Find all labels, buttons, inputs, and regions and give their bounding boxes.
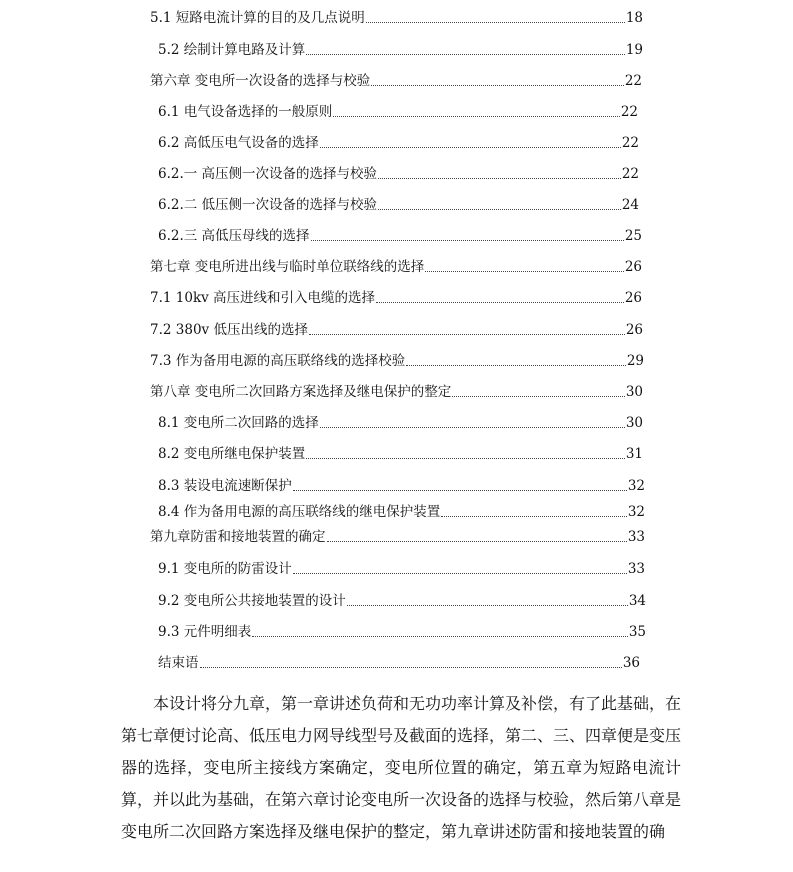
toc-entry	[150, 525, 645, 549]
toc-entry-label: 8.4 作为备用电源的高压联络线的继电保护装置	[158, 504, 441, 520]
toc-entry	[150, 69, 642, 93]
toc-entry-label: 7.3 作为备用电源的高压联络线的选择校验	[150, 353, 406, 369]
toc-entry-label: 第九章防雷和接地装置的确定	[150, 529, 326, 545]
toc-entry-label: 5.1 短路电流计算的目的及几点说明	[150, 10, 365, 26]
toc-entry-label: 7.2 380v 低压出线的选择	[150, 322, 308, 338]
toc-dot-leader	[320, 146, 621, 148]
toc-entry-label: 6.1 电气设备选择的一般原则	[158, 104, 333, 120]
toc-entry-page: 22	[621, 135, 639, 151]
toc-entry-page: 30	[625, 384, 643, 400]
toc-dot-leader	[327, 540, 627, 542]
toc-entry-label: 9.1 变电所的防雷设计	[158, 561, 292, 577]
toc-entry-label: 第八章 变电所二次回路方案选择及继电保护的整定	[150, 384, 452, 400]
toc-entry-page: 22	[621, 166, 639, 182]
toc-entry	[158, 500, 645, 524]
toc-entry-label: 6.2.二 低压侧一次设备的选择与校验	[158, 197, 378, 213]
toc-entry	[158, 100, 638, 124]
toc-dot-leader	[252, 635, 628, 637]
toc-dot-leader	[371, 84, 624, 86]
toc-entry-page: 35	[628, 624, 646, 640]
toc-entry-page: 36	[622, 655, 640, 671]
toc-entry	[158, 193, 639, 217]
toc-entry	[158, 411, 643, 435]
toc-entry	[150, 349, 644, 373]
toc-dot-leader	[378, 208, 621, 210]
toc-dot-leader	[406, 364, 626, 366]
toc-entry	[150, 318, 643, 342]
toc-entry-page: 26	[624, 290, 642, 306]
toc-entry-label: 结束语	[158, 655, 199, 671]
toc-dot-leader	[306, 457, 625, 459]
toc-dot-leader	[425, 270, 624, 272]
toc-entry-label: 7.1 10kv 高压进线和引入电缆的选择	[150, 290, 376, 306]
toc-entry-label: 第六章 变电所一次设备的选择与校验	[150, 73, 371, 89]
toc-dot-leader	[376, 301, 624, 303]
toc-dot-leader	[366, 21, 625, 23]
toc-dot-leader	[293, 489, 627, 491]
toc-entry-page: 32	[627, 504, 645, 520]
toc-entry-page: 30	[625, 415, 643, 431]
toc-entry-page: 25	[624, 228, 642, 244]
toc-entry	[158, 224, 642, 248]
toc-dot-leader	[306, 53, 625, 55]
toc-entry-page: 33	[627, 529, 645, 545]
toc-entry-page: 33	[627, 561, 645, 577]
toc-entry-label: 9.3 元件明细表	[158, 624, 252, 640]
toc-entry	[158, 651, 640, 675]
toc-entry-page: 19	[625, 42, 643, 58]
toc-entry	[158, 474, 645, 498]
toc-entry	[158, 162, 639, 186]
toc-entry-page: 29	[626, 353, 644, 369]
toc-entry	[150, 255, 642, 279]
toc-dot-leader	[320, 426, 625, 428]
toc-entry-label: 9.2 变电所公共接地装置的设计	[158, 593, 346, 609]
toc-entry	[150, 380, 643, 404]
toc-entry	[158, 38, 643, 62]
toc-entry-label: 6.2.一 高压侧一次设备的选择与校验	[158, 166, 378, 182]
toc-entry	[158, 557, 645, 581]
toc-dot-leader	[452, 395, 625, 397]
toc-entry-page: 22	[620, 104, 638, 120]
toc-dot-leader	[441, 515, 627, 517]
toc-entry-page: 32	[627, 478, 645, 494]
toc-dot-leader	[311, 239, 624, 241]
toc-dot-leader	[347, 604, 628, 606]
toc-entry-label: 6.2.三 高低压母线的选择	[158, 228, 310, 244]
toc-dot-leader	[378, 177, 621, 179]
intro-paragraph	[121, 688, 681, 848]
toc-dot-leader	[333, 115, 620, 117]
toc-entry	[150, 6, 643, 30]
toc-entry-page: 22	[624, 73, 642, 89]
toc-entry-page: 26	[625, 322, 643, 338]
toc-dot-leader	[309, 333, 625, 335]
toc-entry-label: 第七章 变电所进出线与临时单位联络线的选择	[150, 259, 425, 275]
toc-entry	[158, 620, 646, 644]
toc-entry-label: 8.3 装设电流速断保护	[158, 478, 292, 494]
toc-entry	[158, 442, 643, 466]
toc-dot-leader	[200, 666, 622, 668]
toc-entry	[150, 286, 642, 310]
toc-entry-label: 8.1 变电所二次回路的选择	[158, 415, 319, 431]
toc-entry	[158, 131, 639, 155]
toc-entry	[158, 589, 646, 613]
intro-paragraph-text: 本设计将分九章，第一章讲述负荷和无功功率计算及补偿，有了此基础，在第七章便讨论高、低压电力网导线型号及截面的选择，第二、三、四章便是变压器的选择，变电所主接线方案确定，变电所位置的确定，第五章为短路电流计算，并以此为基础，在第六章讨论变电所一次设备的选择与校验，然后第八章是变电所二次回路方案选择及继电保护的整定，第九章讲述防雷和接地装置的确	[121, 694, 682, 841]
toc-entry-page: 31	[625, 446, 643, 462]
toc-entry-page: 26	[624, 259, 642, 275]
toc-entry-page: 18	[625, 10, 643, 26]
toc-entry-page: 34	[628, 593, 646, 609]
toc-dot-leader	[293, 572, 627, 574]
toc-entry-label: 5.2 绘制计算电路及计算	[158, 42, 306, 58]
toc-entry-page: 24	[621, 197, 639, 213]
toc-entry-label: 8.2 变电所继电保护装置	[158, 446, 306, 462]
toc-entry-label: 6.2 高低压电气设备的选择	[158, 135, 319, 151]
